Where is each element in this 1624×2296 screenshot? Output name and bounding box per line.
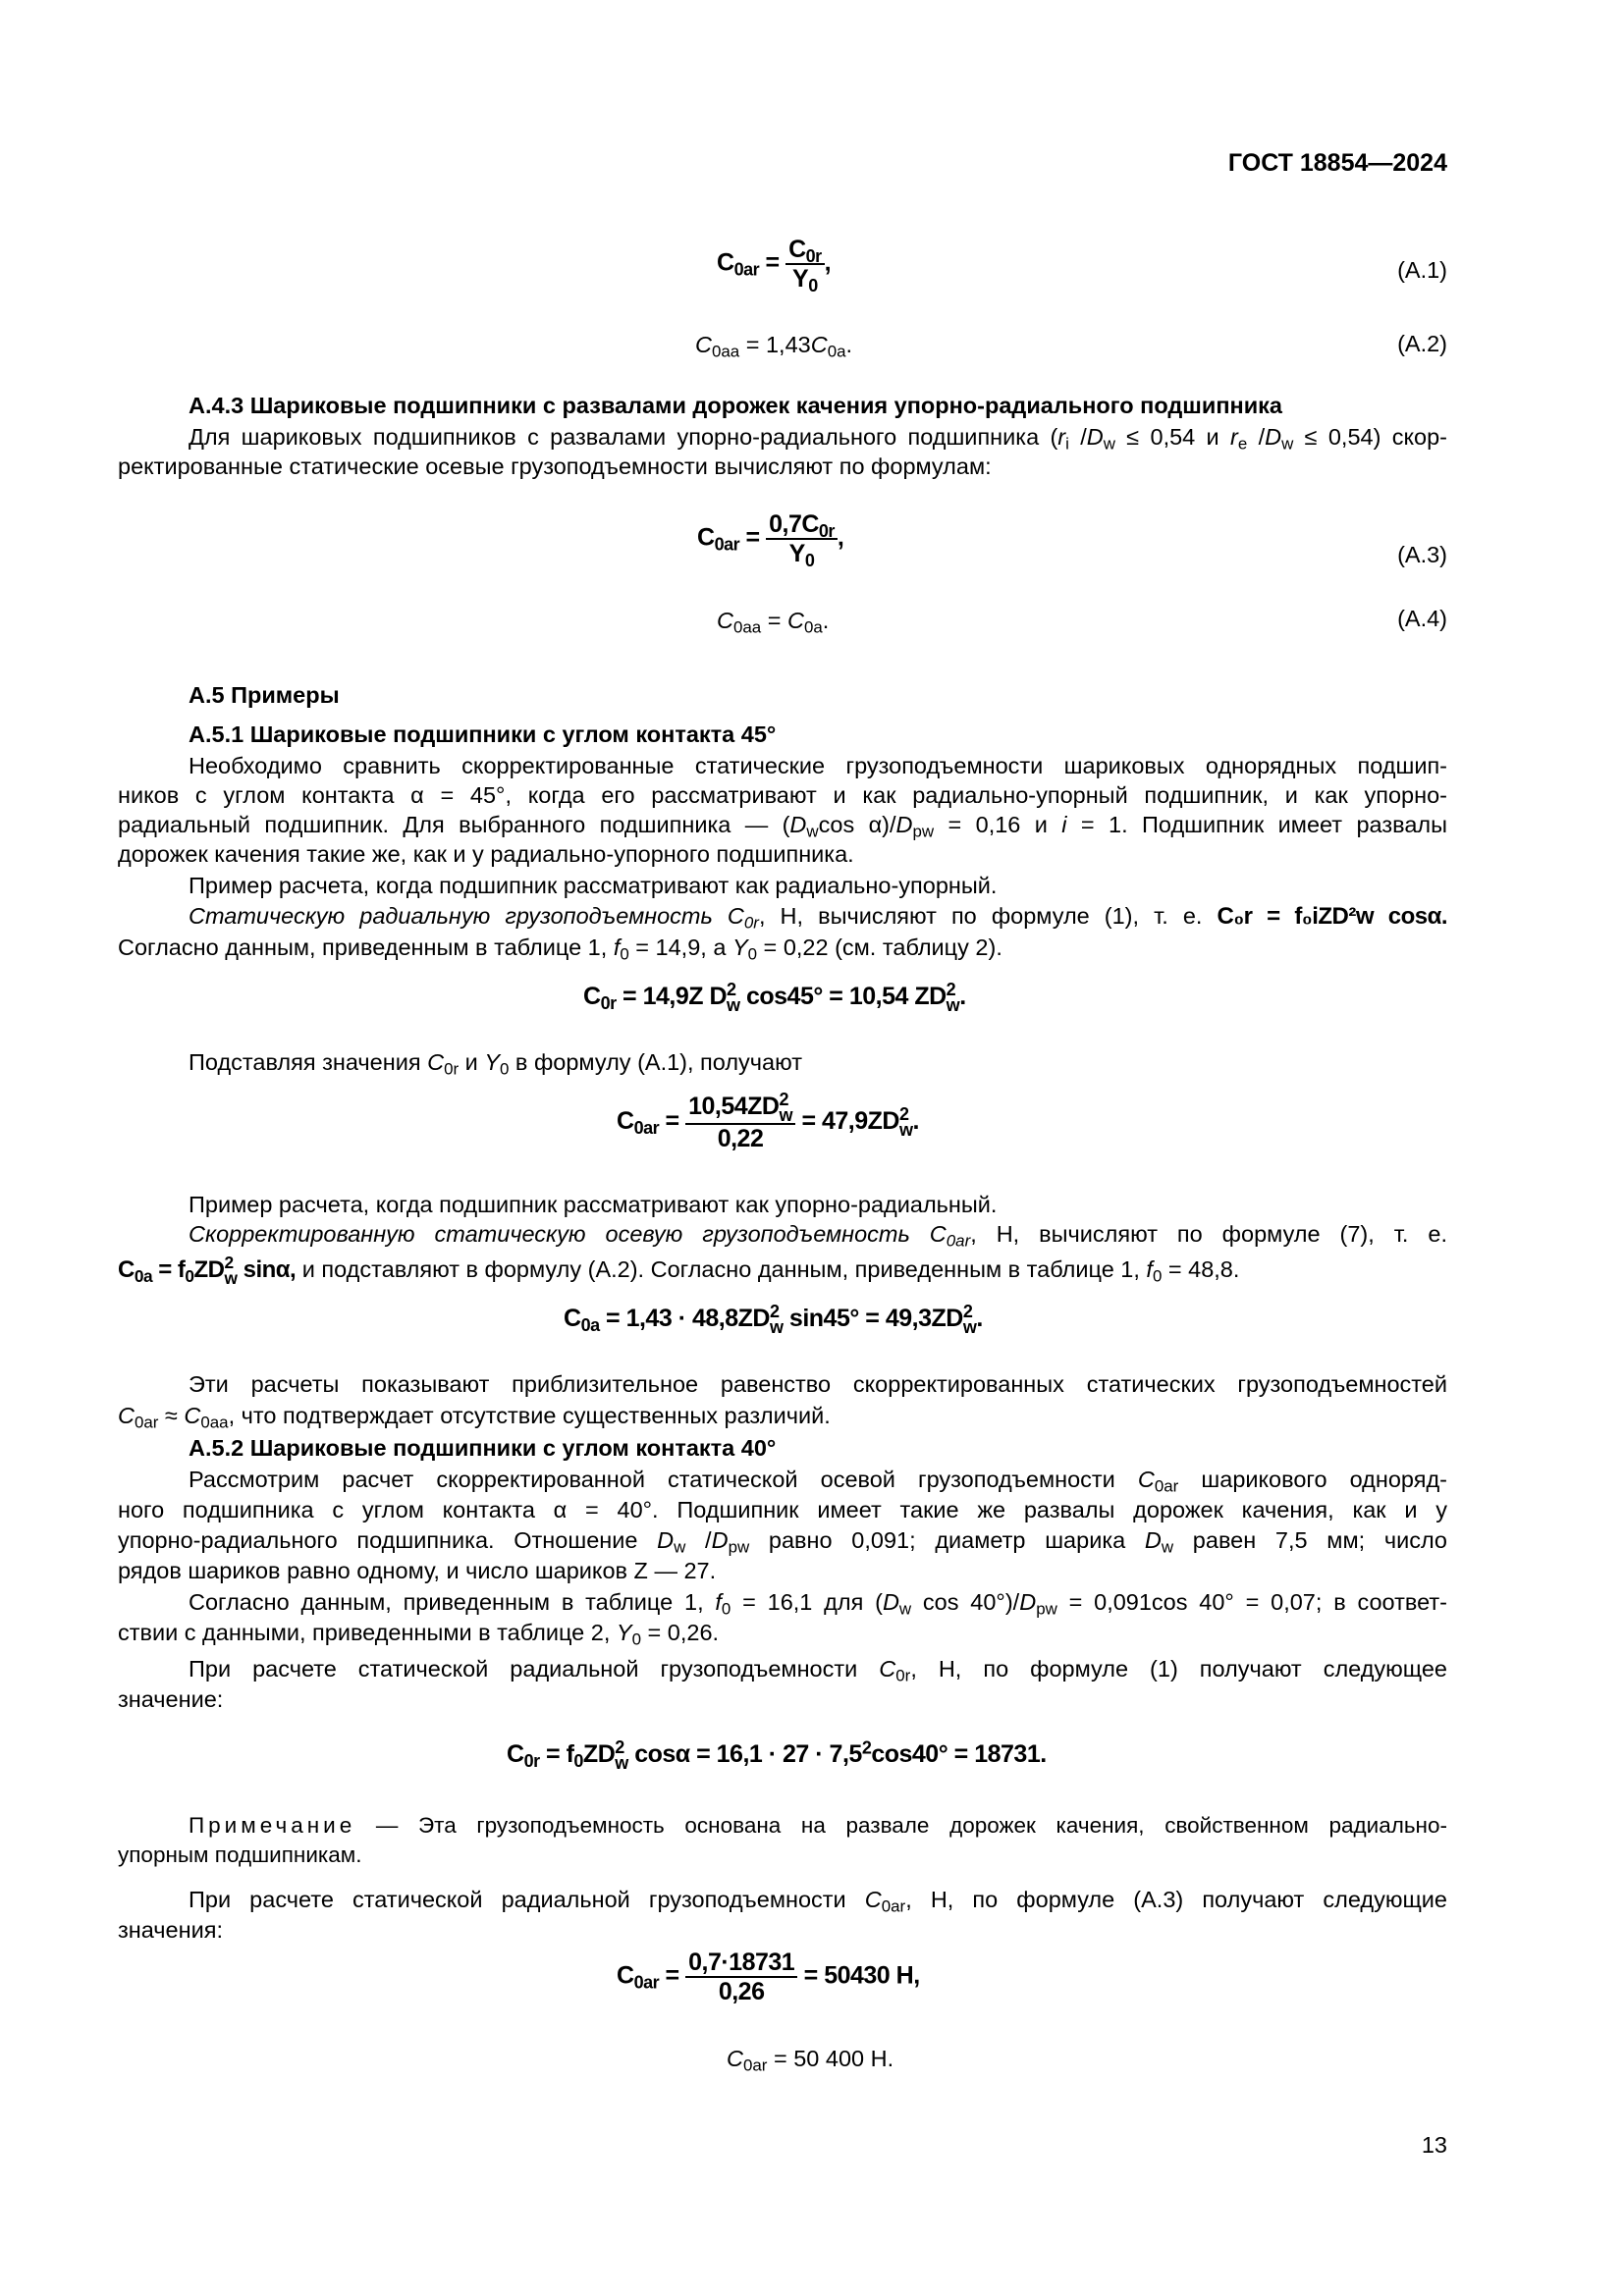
equation-c0a-45: $C_{0a} = 1,43 \cdot 48,8ZD$ 2 w sin45° = 49,3ZD 2 w .	[564, 1302, 983, 1338]
paragraph-example-radial: Пример расчета, когда подшипник рассматривают как радиально-упорный.	[189, 873, 998, 898]
paragraph-a43-line1: Для шариковых подшипников с развалами упорно-радиального подшипника ($r_i$ $/D_w \le 0,54$ и $r_e$ $/D_w \le 0,54$) скор-	[189, 424, 1448, 454]
equation-a3: $C_{0ar}$ = $\frac{0,7C_{0r}}{Y_0}$ ,	[697, 510, 844, 571]
paragraph-c0ar-calc-line2: значения:	[118, 1917, 223, 1943]
note-line1: Примечание — Эта грузоподъемность основана на развале дорожек качения, свойственном радиально-	[189, 1813, 1447, 1838]
paragraph-a52-line4: рядов шариков равно одному, и число шариков Z — 27.	[118, 1558, 717, 1583]
paragraph-comparison-line1: Эти расчеты показывают приблизительное равенство скорректированных статических грузоподъемностей	[189, 1371, 1447, 1397]
section-heading-a43: А.4.3 Шариковые подшипники с развалами дорожек качения упорно-радиального подшипника	[189, 393, 1282, 418]
paragraph-a51-line1: Необходимо сравнить скорректированные статические грузоподъемности шариковых однорядных подшип-	[189, 753, 1447, 778]
equation-c0r-40: $C_{0r} = f_0ZD$ 2 w $\cos\alpha = 16,1 \cdot 27 \cdot 7,5^2\cos 40^\circ = 18731$.	[507, 1737, 1047, 1774]
section-heading-a5: А.5 Примеры	[189, 682, 340, 708]
paragraph-comparison-line2: $C_{0ar} \approx C_{0aa}$, что подтверждает отсутствие существенных различий.	[118, 1403, 831, 1432]
paragraph-a52-line3: упорно-радиального подшипника. Отношение $D_w$ $/D_{pw}$ равно 0,091; диаметр шарика $D_w$ равен 7,5 мм; число	[118, 1527, 1448, 1557]
paragraph-static-radial: Статическую радиальную грузоподъемность $C_{0r}$, Н, вычисляют по формуле (1), т. е. C₀r = f₀iZD²w cosα.	[189, 903, 1448, 933]
paragraph-f0-line1: Согласно данным, приведенным в таблице 1, $f_0 = 16,1$ для ($D_w$ $\cos 40^\circ)/D_{pw} = 0,091\cos$ 40° = 0,07; в соответ-	[189, 1589, 1447, 1619]
section-heading-a52: А.5.2 Шариковые подшипники с углом контакта 40°	[189, 1435, 777, 1461]
paragraph-table-values: Согласно данным, приведенным в таблице 1, $f_0 = 14,9$, а $Y_0 = 0,22$ (см. таблицу 2).	[118, 934, 1002, 964]
paragraph-a51-line3: радиальный подшипник. Для выбранного подшипника — ($D_w\cos$ $\alpha)/D_{pw} = 0,16$ и i = 1. Подшипник имеет развалы	[118, 812, 1447, 841]
note-line2: упорным подшипникам.	[118, 1842, 362, 1867]
equation-a4-number: (A.4)	[1397, 606, 1447, 631]
paragraph-f0-line2: ствии с данными, приведенными в таблице 2, $Y_0 = 0,26$.	[118, 1620, 720, 1649]
equation-c0ar-40: $C_{0ar}$ = $\frac{0,7\cdot 18731}{0,26}$ = 50430 Н,	[617, 1949, 920, 2005]
paragraph-c0r-calc-line2: значение:	[118, 1686, 224, 1712]
paragraph-a52-line1: Рассмотрим расчет скорректированной статической осевой грузоподъемности $C_{0ar}$ шарикового одноряд-	[189, 1467, 1448, 1496]
equation-a3-number: (A.3)	[1397, 542, 1447, 567]
equation-c0ar-final: $C_{0ar} = 50$ 400 Н.	[727, 2046, 894, 2075]
paragraph-substitute-a2: $C_{0a} = f_0ZD$ 2 w sinα, и подставляют в формулу (А.2). Согласно данным, приведенным в таблице 1, $f_0 = 48,8$.	[118, 1253, 1240, 1288]
page-number: 13	[1421, 2132, 1447, 2158]
equation-c0r-45: $C_{0r} = 14,9Z$ D 2 w cos45° = 10,54 ZD 2 w .	[583, 980, 966, 1016]
equation-c0ar-45: $C_{0ar}$ = 10,54ZD 2 w 0,22 = 47,9ZD 2 w .	[617, 1090, 919, 1153]
paragraph-a51-line2: ников с углом контакта α = 45°, когда его рассматривают и как радиально-упорный подшипник, и как упорно-	[118, 782, 1447, 808]
equation-a4: $C_{0aa} = C_{0a}$.	[717, 608, 830, 637]
equation-a1: $C_{0ar}$ = $\frac{C_{0r}}{Y_0}$ ,	[717, 236, 832, 296]
doc-header-code: ГОСТ 18854—2024	[1227, 149, 1447, 177]
section-heading-a51: А.5.1 Шариковые подшипники с углом контакта 45°	[189, 721, 777, 747]
equation-a2-number: (A.2)	[1397, 331, 1447, 356]
equation-a1-number: (A.1)	[1397, 257, 1447, 283]
paragraph-c0ar-calc-line1: При расчете статической радиальной грузоподъемности $C_{0ar}$, Н, по формуле (А.3) получают следующие	[189, 1887, 1447, 1916]
paragraph-substitute: Подставляя значения $C_{0r}$ и $Y_0$ в формулу (А.1), получают	[189, 1049, 802, 1079]
paragraph-c0r-calc-line1: При расчете статической радиальной грузоподъемности $C_{0r}$, Н, по формуле (1) получают следующее	[189, 1656, 1448, 1685]
paragraph-corrected-axial: Скорректированную статическую осевую грузоподъемность $C_{0ar}$, Н, вычисляют по формуле (7), т. е.	[189, 1221, 1447, 1251]
equation-a2: $C_{0aa} = 1,43C_{0a}$.	[695, 332, 853, 361]
paragraph-example-thrust: Пример расчета, когда подшипник рассматривают как упорно-радиальный.	[189, 1192, 998, 1217]
paragraph-a43-line2: ректированные статические осевые грузоподъемности вычисляют по формулам:	[118, 454, 992, 479]
paragraph-a51-line4: дорожек качения такие же, как и у радиально-упорного подшипника.	[118, 841, 854, 867]
paragraph-a52-line2: ного подшипника с углом контакта α = 40°. Подшипник имеет такие же развалы дорожек качения, как и у	[118, 1497, 1447, 1522]
